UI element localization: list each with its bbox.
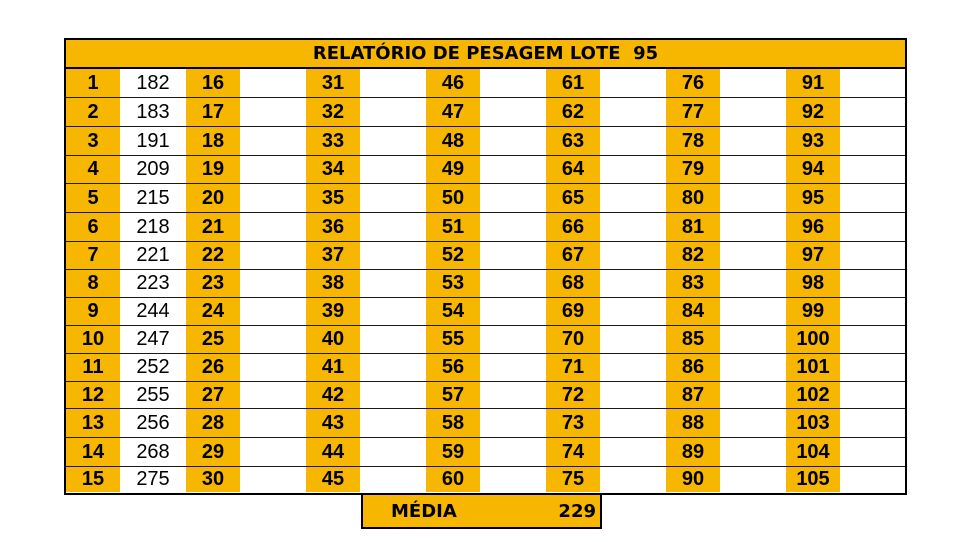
- animal-number-cell: 78: [666, 127, 720, 155]
- table-row: [66, 98, 905, 127]
- animal-number-cell: 25: [186, 326, 240, 353]
- weight-cell[interactable]: [840, 382, 905, 408]
- weight-cell[interactable]: [600, 409, 666, 437]
- animal-number-cell: 10: [66, 326, 120, 353]
- animal-number-cell: 70: [546, 326, 600, 353]
- animal-number-cell: 65: [546, 184, 600, 212]
- weight-cell[interactable]: [360, 156, 426, 183]
- animal-number-cell: 23: [186, 270, 240, 297]
- animal-number-cell: 94: [786, 156, 840, 183]
- weight-cell[interactable]: [720, 242, 786, 269]
- weight-cell[interactable]: [840, 326, 905, 353]
- weight-cell[interactable]: [600, 127, 666, 155]
- animal-number-cell: 86: [666, 354, 720, 381]
- animal-number-cell: 49: [426, 156, 480, 183]
- weight-cell[interactable]: [360, 298, 426, 325]
- animal-number-cell: 55: [426, 326, 480, 353]
- weight-cell[interactable]: [480, 184, 546, 212]
- animal-number-cell: 105: [786, 467, 840, 492]
- animal-number-cell: 84: [666, 298, 720, 325]
- animal-number-cell: 75: [546, 467, 600, 492]
- animal-number-cell: 74: [546, 438, 600, 466]
- animal-number-cell: 48: [426, 127, 480, 155]
- weight-cell[interactable]: [600, 213, 666, 241]
- animal-number-cell: 73: [546, 409, 600, 437]
- animal-number-cell: 50: [426, 184, 480, 212]
- weight-cell[interactable]: [840, 98, 905, 126]
- weight-cell[interactable]: [360, 184, 426, 212]
- animal-number-cell: 45: [306, 467, 360, 492]
- weight-cell[interactable]: [240, 242, 306, 269]
- animal-number-cell: 15: [66, 467, 120, 492]
- animal-number-cell: 12: [66, 382, 120, 408]
- weight-cell[interactable]: [480, 354, 546, 381]
- weight-cell[interactable]: [840, 438, 905, 466]
- animal-number-cell: 46: [426, 69, 480, 97]
- weight-cell[interactable]: [720, 438, 786, 466]
- report-title: RELATÓRIO DE PESAGEM LOTE 95: [66, 40, 905, 69]
- weight-cell[interactable]: [840, 156, 905, 183]
- weight-cell[interactable]: [840, 467, 905, 492]
- weight-cell[interactable]: [840, 184, 905, 212]
- weight-cell[interactable]: [360, 382, 426, 408]
- animal-number-cell: 9: [66, 298, 120, 325]
- weight-cell[interactable]: [600, 438, 666, 466]
- animal-number-cell: 40: [306, 326, 360, 353]
- animal-number-cell: 18: [186, 127, 240, 155]
- animal-number-cell: 22: [186, 242, 240, 269]
- weight-cell[interactable]: [240, 354, 306, 381]
- table-row: [66, 127, 905, 156]
- animal-number-cell: 93: [786, 127, 840, 155]
- weight-cell[interactable]: [600, 156, 666, 183]
- weight-cell[interactable]: [600, 98, 666, 126]
- weight-cell[interactable]: 244: [120, 298, 186, 325]
- table-row: [66, 409, 905, 438]
- weight-cell[interactable]: [840, 69, 905, 97]
- table-row: [66, 326, 905, 354]
- animal-number-cell: 20: [186, 184, 240, 212]
- table-row: [66, 213, 905, 242]
- weight-cell[interactable]: [480, 298, 546, 325]
- weight-cell[interactable]: [840, 354, 905, 381]
- animal-number-cell: 42: [306, 382, 360, 408]
- weight-cell[interactable]: 218: [120, 213, 186, 241]
- weight-cell[interactable]: [240, 382, 306, 408]
- animal-number-cell: 54: [426, 298, 480, 325]
- animal-number-cell: 63: [546, 127, 600, 155]
- animal-number-cell: 79: [666, 156, 720, 183]
- animal-number-cell: 85: [666, 326, 720, 353]
- weight-cell[interactable]: [360, 69, 426, 97]
- weight-cell[interactable]: [840, 242, 905, 269]
- animal-number-cell: 41: [306, 354, 360, 381]
- weight-cell[interactable]: [480, 409, 546, 437]
- weight-cell[interactable]: [600, 69, 666, 97]
- animal-number-cell: 16: [186, 69, 240, 97]
- animal-number-cell: 99: [786, 298, 840, 325]
- weight-cell[interactable]: [240, 156, 306, 183]
- animal-number-cell: 83: [666, 270, 720, 297]
- animal-number-cell: 104: [786, 438, 840, 466]
- average-value: 229: [558, 500, 596, 522]
- animal-number-cell: 95: [786, 184, 840, 212]
- weight-cell[interactable]: [240, 184, 306, 212]
- weight-cell[interactable]: [480, 382, 546, 408]
- animal-number-cell: 35: [306, 184, 360, 212]
- weight-cell[interactable]: [360, 213, 426, 241]
- animal-number-cell: 26: [186, 354, 240, 381]
- animal-number-cell: 68: [546, 270, 600, 297]
- animal-number-cell: 37: [306, 242, 360, 269]
- weight-cell[interactable]: [720, 213, 786, 241]
- weight-cell[interactable]: 252: [120, 354, 186, 381]
- weight-cell[interactable]: [240, 69, 306, 97]
- animal-number-cell: 57: [426, 382, 480, 408]
- animal-number-cell: 2: [66, 98, 120, 126]
- weight-cell[interactable]: [600, 467, 666, 492]
- animal-number-cell: 31: [306, 69, 360, 97]
- animal-number-cell: 24: [186, 298, 240, 325]
- weight-cell[interactable]: [600, 184, 666, 212]
- weight-cell[interactable]: [240, 409, 306, 437]
- weight-cell[interactable]: [240, 98, 306, 126]
- animal-number-cell: 96: [786, 213, 840, 241]
- animal-number-cell: 39: [306, 298, 360, 325]
- animal-number-cell: 11: [66, 354, 120, 381]
- animal-number-cell: 14: [66, 438, 120, 466]
- animal-number-cell: 4: [66, 156, 120, 183]
- weight-cell[interactable]: [480, 98, 546, 126]
- weight-cell[interactable]: [360, 326, 426, 353]
- animal-number-cell: 59: [426, 438, 480, 466]
- weighing-report-table: [64, 38, 907, 495]
- animal-number-cell: 5: [66, 184, 120, 212]
- animal-number-cell: 56: [426, 354, 480, 381]
- animal-number-cell: 98: [786, 270, 840, 297]
- weight-cell[interactable]: [480, 326, 546, 353]
- animal-number-cell: 13: [66, 409, 120, 437]
- weight-cell[interactable]: [600, 298, 666, 325]
- animal-number-cell: 44: [306, 438, 360, 466]
- animal-number-cell: 33: [306, 127, 360, 155]
- table-row: [66, 156, 905, 184]
- animal-number-cell: 36: [306, 213, 360, 241]
- animal-number-cell: 91: [786, 69, 840, 97]
- table-row: [66, 467, 905, 492]
- weight-cell[interactable]: [480, 438, 546, 466]
- weight-cell[interactable]: [240, 467, 306, 492]
- animal-number-cell: 29: [186, 438, 240, 466]
- animal-number-cell: 27: [186, 382, 240, 408]
- animal-number-cell: 72: [546, 382, 600, 408]
- weight-cell[interactable]: [360, 127, 426, 155]
- weight-cell[interactable]: [720, 127, 786, 155]
- animal-number-cell: 53: [426, 270, 480, 297]
- weight-cell[interactable]: 191: [120, 127, 186, 155]
- animal-number-cell: 7: [66, 242, 120, 269]
- animal-number-cell: 52: [426, 242, 480, 269]
- animal-number-cell: 8: [66, 270, 120, 297]
- weight-cell[interactable]: [600, 354, 666, 381]
- animal-number-cell: 89: [666, 438, 720, 466]
- weight-cell[interactable]: [240, 298, 306, 325]
- table-row: [66, 242, 905, 270]
- animal-number-cell: 80: [666, 184, 720, 212]
- weight-cell[interactable]: 221: [120, 242, 186, 269]
- animal-number-cell: 92: [786, 98, 840, 126]
- animal-number-cell: 87: [666, 382, 720, 408]
- table-row: [66, 354, 905, 382]
- weight-cell[interactable]: [840, 270, 905, 297]
- table-row: [66, 270, 905, 298]
- weight-cell[interactable]: [480, 127, 546, 155]
- animal-number-cell: 58: [426, 409, 480, 437]
- weight-cell[interactable]: [240, 213, 306, 241]
- animal-number-cell: 3: [66, 127, 120, 155]
- animal-number-cell: 69: [546, 298, 600, 325]
- animal-number-cell: 67: [546, 242, 600, 269]
- weight-cell[interactable]: [360, 409, 426, 437]
- weight-cell[interactable]: [480, 270, 546, 297]
- animal-number-cell: 100: [786, 326, 840, 353]
- animal-number-cell: 101: [786, 354, 840, 381]
- weight-cell[interactable]: [720, 467, 786, 492]
- average-label: MÉDIA: [391, 500, 457, 522]
- weight-cell[interactable]: [480, 213, 546, 241]
- animal-number-cell: 66: [546, 213, 600, 241]
- weight-cell[interactable]: [360, 467, 426, 492]
- weight-cell[interactable]: [720, 69, 786, 97]
- weight-cell[interactable]: [360, 354, 426, 381]
- table-row: [66, 298, 905, 326]
- weight-cell[interactable]: 223: [120, 270, 186, 297]
- animal-number-cell: 47: [426, 98, 480, 126]
- weight-cell[interactable]: [240, 127, 306, 155]
- weight-cell[interactable]: 247: [120, 326, 186, 353]
- weight-cell[interactable]: [360, 242, 426, 269]
- weight-cell[interactable]: [360, 98, 426, 126]
- weight-cell[interactable]: [240, 326, 306, 353]
- weight-cell[interactable]: [720, 156, 786, 183]
- animal-number-cell: 19: [186, 156, 240, 183]
- animal-number-cell: 28: [186, 409, 240, 437]
- weight-cell[interactable]: 215: [120, 184, 186, 212]
- weight-cell[interactable]: [360, 438, 426, 466]
- weight-cell[interactable]: [360, 270, 426, 297]
- animal-number-cell: 34: [306, 156, 360, 183]
- weight-cell[interactable]: [720, 270, 786, 297]
- weight-cell[interactable]: [840, 298, 905, 325]
- animal-number-cell: 90: [666, 467, 720, 492]
- weight-cell[interactable]: [720, 409, 786, 437]
- animal-number-cell: 103: [786, 409, 840, 437]
- table-row: [66, 382, 905, 409]
- animal-number-cell: 51: [426, 213, 480, 241]
- weight-cell[interactable]: 182: [120, 69, 186, 97]
- weight-cell[interactable]: [600, 382, 666, 408]
- weight-cell[interactable]: [600, 326, 666, 353]
- weight-cell[interactable]: [480, 156, 546, 183]
- animal-number-cell: 6: [66, 213, 120, 241]
- weight-cell[interactable]: [600, 242, 666, 269]
- weight-cell[interactable]: [840, 409, 905, 437]
- animal-number-cell: 71: [546, 354, 600, 381]
- weight-cell[interactable]: [720, 382, 786, 408]
- weight-cell[interactable]: [600, 270, 666, 297]
- weight-cell[interactable]: [720, 354, 786, 381]
- animal-number-cell: 38: [306, 270, 360, 297]
- animal-number-cell: 61: [546, 69, 600, 97]
- weight-cell[interactable]: 255: [120, 382, 186, 408]
- weight-cell[interactable]: 275: [120, 467, 186, 492]
- average-summary: [361, 493, 602, 529]
- animal-number-cell: 1: [66, 69, 120, 97]
- animal-number-cell: 32: [306, 98, 360, 126]
- animal-number-cell: 17: [186, 98, 240, 126]
- animal-number-cell: 102: [786, 382, 840, 408]
- table-row: [66, 184, 905, 213]
- animal-number-cell: 21: [186, 213, 240, 241]
- weight-cell[interactable]: 268: [120, 438, 186, 466]
- weight-cell[interactable]: [720, 298, 786, 325]
- weight-cell[interactable]: [720, 326, 786, 353]
- animal-number-cell: 60: [426, 467, 480, 492]
- animal-number-cell: 76: [666, 69, 720, 97]
- weight-cell[interactable]: [840, 213, 905, 241]
- weight-cell[interactable]: 183: [120, 98, 186, 126]
- weight-cell[interactable]: [480, 467, 546, 492]
- animal-number-cell: 43: [306, 409, 360, 437]
- weight-cell[interactable]: [840, 127, 905, 155]
- animal-number-cell: 64: [546, 156, 600, 183]
- animal-number-cell: 81: [666, 213, 720, 241]
- weight-cell[interactable]: [240, 438, 306, 466]
- animal-number-cell: 97: [786, 242, 840, 269]
- weight-cell[interactable]: [480, 69, 546, 97]
- animal-number-cell: 88: [666, 409, 720, 437]
- weight-cell[interactable]: [720, 98, 786, 126]
- animal-number-cell: 82: [666, 242, 720, 269]
- animal-number-cell: 77: [666, 98, 720, 126]
- weight-cell[interactable]: 209: [120, 156, 186, 183]
- table-row: [66, 69, 905, 98]
- table-row: [66, 438, 905, 467]
- animal-number-cell: 62: [546, 98, 600, 126]
- weight-cell[interactable]: [240, 270, 306, 297]
- report-grid: [66, 69, 905, 493]
- animal-number-cell: 30: [186, 467, 240, 492]
- weight-cell[interactable]: 256: [120, 409, 186, 437]
- weight-cell[interactable]: [720, 184, 786, 212]
- weight-cell[interactable]: [480, 242, 546, 269]
